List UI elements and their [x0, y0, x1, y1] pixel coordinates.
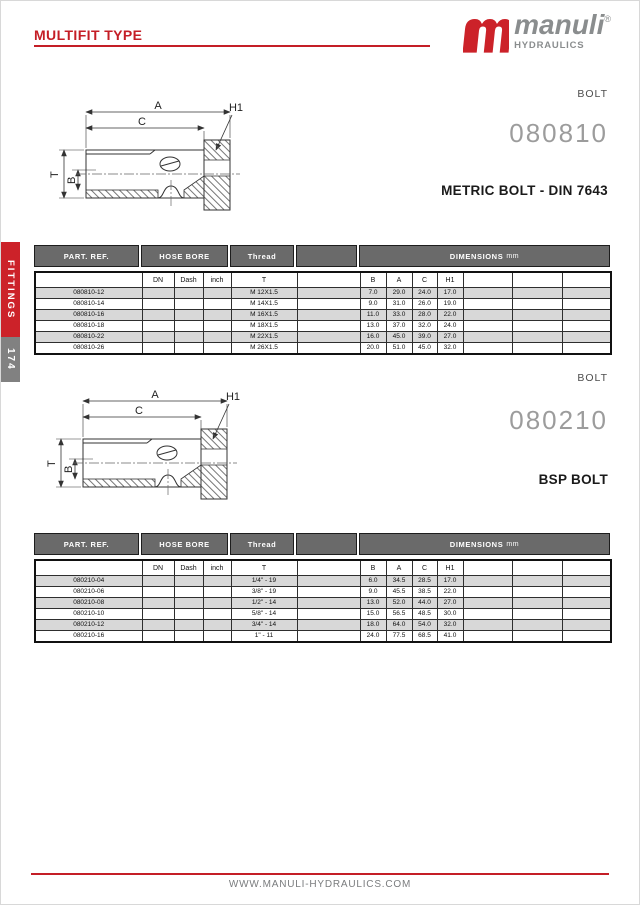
dimension-cell: 64.0 [386, 620, 412, 631]
dimension-cell: 13.0 [360, 321, 386, 332]
thread-cell: 3/8" - 19 [231, 587, 297, 598]
dimension-cell: 54.0 [412, 620, 437, 631]
empty-cell [512, 620, 562, 631]
dim-label-c: C [135, 405, 143, 417]
empty-cell [562, 620, 611, 631]
part-ref-cell: 080210-08 [35, 598, 142, 609]
table-row [35, 609, 611, 620]
group-header [359, 245, 610, 267]
empty-cell [463, 576, 512, 587]
empty-cell [512, 343, 562, 355]
table-group-header-row [34, 533, 610, 555]
dimension-cell: 38.5 [412, 587, 437, 598]
footer-rule [31, 873, 609, 875]
column-header [297, 272, 360, 288]
group-header-label: Thread [247, 251, 277, 261]
part-ref-cell: 080810-16 [35, 310, 142, 321]
table-row [35, 321, 611, 332]
table-row [35, 631, 611, 643]
empty-cell [297, 321, 360, 332]
empty-cell [174, 587, 203, 598]
part-ref-cell: 080210-12 [35, 620, 142, 631]
empty-cell [203, 576, 231, 587]
dimension-cell: 6.0 [360, 576, 386, 587]
empty-cell [562, 631, 611, 643]
banjo-bolt-drawing [35, 387, 245, 522]
empty-cell [512, 310, 562, 321]
empty-cell [512, 598, 562, 609]
part-ref-cell: 080810-12 [35, 288, 142, 299]
dimension-cell: 24.0 [412, 288, 437, 299]
dimension-cell: 30.0 [437, 609, 463, 620]
table-group-header-row [34, 245, 610, 267]
group-header-label: HOSE BORE [159, 539, 210, 549]
empty-cell [562, 587, 611, 598]
thread-cell: M 14X1.5 [231, 299, 297, 310]
brand-name: manuli [514, 9, 605, 40]
spec-table [34, 271, 612, 355]
group-header [230, 533, 294, 555]
dimension-cell: 18.0 [360, 620, 386, 631]
thread-cell: 1/4" - 19 [231, 576, 297, 587]
dimension-cell: 28.0 [412, 310, 437, 321]
empty-cell [463, 609, 512, 620]
section-part-code: 080210 [509, 405, 608, 435]
page-title: MULTIFIT TYPE [34, 27, 143, 43]
column-header: B [360, 560, 386, 576]
table-row [35, 587, 611, 598]
empty-cell [562, 343, 611, 355]
column-header-row [35, 560, 611, 576]
table-row [35, 576, 611, 587]
empty-cell [562, 299, 611, 310]
column-header-row [35, 272, 611, 288]
column-header [512, 272, 562, 288]
group-header [141, 245, 228, 267]
empty-cell [512, 332, 562, 343]
manuli-m-icon [463, 13, 509, 55]
section-category: BOLT [577, 372, 608, 384]
dimension-cell: 56.5 [386, 609, 412, 620]
dimension-cell: 39.0 [412, 332, 437, 343]
empty-cell [174, 310, 203, 321]
group-header [359, 533, 610, 555]
dimension-cell: 77.5 [386, 631, 412, 643]
empty-cell [142, 598, 174, 609]
dimension-cell: 17.0 [437, 576, 463, 587]
dimension-cell: 13.0 [360, 598, 386, 609]
part-ref-cell: 080210-04 [35, 576, 142, 587]
dimension-cell: 45.5 [386, 587, 412, 598]
dim-label-c: C [138, 116, 146, 128]
group-header-unit: mm [506, 252, 520, 260]
brand-wordmark [514, 9, 611, 51]
empty-cell [203, 321, 231, 332]
empty-cell [297, 631, 360, 643]
dimension-cell: 41.0 [437, 631, 463, 643]
dimension-cell: 33.0 [386, 310, 412, 321]
dimension-cell: 37.0 [386, 321, 412, 332]
empty-cell [203, 587, 231, 598]
dimension-cell: 31.0 [386, 299, 412, 310]
column-header [512, 560, 562, 576]
technical-drawing-080210 [35, 387, 247, 524]
dimension-cell: 68.5 [412, 631, 437, 643]
empty-cell [463, 310, 512, 321]
dimension-cell: 24.0 [437, 321, 463, 332]
dimension-cell: 9.0 [360, 299, 386, 310]
column-header: T [231, 272, 297, 288]
part-ref-cell: 080810-14 [35, 299, 142, 310]
thread-cell: M 12X1.5 [231, 288, 297, 299]
empty-cell [512, 609, 562, 620]
empty-cell [463, 598, 512, 609]
thread-cell: M 18X1.5 [231, 321, 297, 332]
empty-cell [297, 598, 360, 609]
dim-label-h1: H1 [225, 391, 241, 403]
dimension-cell: 52.0 [386, 598, 412, 609]
group-header [230, 245, 294, 267]
dimension-cell: 34.5 [386, 576, 412, 587]
column-header: C [412, 560, 437, 576]
technical-drawing-080810 [38, 98, 250, 235]
empty-cell [512, 288, 562, 299]
dimension-cell: 32.0 [437, 343, 463, 355]
empty-cell [297, 332, 360, 343]
group-header [296, 533, 357, 555]
dimension-cell: 22.0 [437, 587, 463, 598]
empty-cell [142, 321, 174, 332]
group-header-label: DIMENSIONS [449, 539, 504, 549]
empty-cell [463, 321, 512, 332]
empty-cell [142, 609, 174, 620]
column-header: DN [142, 272, 174, 288]
empty-cell [174, 321, 203, 332]
dimension-cell: 17.0 [437, 288, 463, 299]
section-name: METRIC BOLT - DIN 7643 [441, 183, 608, 198]
dimension-cell: 16.0 [360, 332, 386, 343]
empty-cell [512, 576, 562, 587]
empty-cell [297, 343, 360, 355]
dim-label-a: A [151, 389, 159, 401]
table-row [35, 310, 611, 321]
dimension-cell: 27.0 [437, 332, 463, 343]
dimension-cell: 32.0 [437, 620, 463, 631]
empty-cell [203, 332, 231, 343]
column-header: inch [203, 560, 231, 576]
dimension-cell: 29.0 [386, 288, 412, 299]
column-header: C [412, 272, 437, 288]
empty-cell [174, 288, 203, 299]
group-header [296, 245, 357, 267]
dimension-cell: 15.0 [360, 609, 386, 620]
column-header [463, 560, 512, 576]
dim-label-t: T [49, 171, 61, 178]
part-ref-cell: 080210-10 [35, 609, 142, 620]
thread-cell: M 22X1.5 [231, 332, 297, 343]
column-header: Dash [174, 560, 203, 576]
column-header: H1 [437, 272, 463, 288]
empty-cell [203, 310, 231, 321]
group-header-label: DIMENSIONS [449, 251, 504, 261]
empty-cell [203, 288, 231, 299]
group-header-label: HOSE BORE [159, 251, 210, 261]
empty-cell [174, 332, 203, 343]
section-category: BOLT [577, 88, 608, 100]
registered-mark: ® [604, 14, 611, 24]
column-header: inch [203, 272, 231, 288]
empty-cell [174, 299, 203, 310]
empty-cell [297, 587, 360, 598]
dimension-cell: 9.0 [360, 587, 386, 598]
empty-cell [142, 288, 174, 299]
column-header: DN [142, 560, 174, 576]
empty-cell [203, 343, 231, 355]
table-row [35, 620, 611, 631]
empty-cell [142, 631, 174, 643]
empty-cell [463, 299, 512, 310]
empty-cell [297, 609, 360, 620]
dimension-cell: 28.5 [412, 576, 437, 587]
group-header [141, 533, 228, 555]
empty-cell [142, 310, 174, 321]
empty-cell [297, 288, 360, 299]
table-row [35, 343, 611, 355]
dimension-cell: 44.0 [412, 598, 437, 609]
banjo-bolt-drawing [38, 98, 248, 233]
title-underline [34, 45, 430, 47]
column-header [562, 560, 611, 576]
part-ref-cell: 080210-06 [35, 587, 142, 598]
dimension-cell: 24.0 [360, 631, 386, 643]
empty-cell [142, 332, 174, 343]
footer-website: WWW.MANULI-HYDRAULICS.COM [228, 879, 412, 890]
column-header: B [360, 272, 386, 288]
empty-cell [174, 598, 203, 609]
dimension-cell: 48.5 [412, 609, 437, 620]
column-header: T [231, 560, 297, 576]
empty-cell [562, 576, 611, 587]
spec-table [34, 559, 612, 643]
empty-cell [203, 631, 231, 643]
brand-logo [463, 9, 611, 55]
dimension-cell: 51.0 [386, 343, 412, 355]
empty-cell [463, 587, 512, 598]
empty-cell [142, 620, 174, 631]
section-name: BSP BOLT [538, 472, 608, 487]
column-header [562, 272, 611, 288]
group-header [34, 245, 139, 267]
empty-cell [297, 310, 360, 321]
empty-cell [297, 576, 360, 587]
sidebar-page-number: 174 [1, 337, 20, 382]
dimension-cell: 32.0 [412, 321, 437, 332]
empty-cell [203, 620, 231, 631]
table-row [35, 332, 611, 343]
empty-cell [203, 299, 231, 310]
brand-subtitle: HYDRAULICS [514, 40, 585, 51]
dimension-cell: 45.0 [412, 343, 437, 355]
empty-cell [463, 332, 512, 343]
column-header: A [386, 272, 412, 288]
dimension-cell: 45.0 [386, 332, 412, 343]
thread-cell: M 16X1.5 [231, 310, 297, 321]
dimension-cell: 20.0 [360, 343, 386, 355]
dimension-cell: 19.0 [437, 299, 463, 310]
empty-cell [512, 587, 562, 598]
empty-cell [562, 288, 611, 299]
column-header: Dash [174, 272, 203, 288]
group-header-unit: mm [506, 540, 520, 548]
empty-cell [463, 620, 512, 631]
empty-cell [142, 299, 174, 310]
empty-cell [463, 343, 512, 355]
empty-cell [463, 631, 512, 643]
thread-cell: M 26X1.5 [231, 343, 297, 355]
spec-table-080210 [34, 533, 610, 643]
empty-cell [203, 609, 231, 620]
empty-cell [174, 576, 203, 587]
group-header-label: PART. REF. [63, 539, 110, 549]
column-header: H1 [437, 560, 463, 576]
dimension-cell: 11.0 [360, 310, 386, 321]
dim-label-h1: H1 [228, 102, 244, 114]
empty-cell [463, 288, 512, 299]
column-header: A [386, 560, 412, 576]
part-ref-cell: 080810-22 [35, 332, 142, 343]
table-row [35, 288, 611, 299]
table-row [35, 598, 611, 609]
sidebar-tab-fittings: FITTINGS [1, 242, 20, 337]
dim-label-a: A [154, 100, 162, 112]
column-header [35, 560, 142, 576]
thread-cell: 1/2" - 14 [231, 598, 297, 609]
group-header-label: Thread [247, 539, 277, 549]
empty-cell [174, 609, 203, 620]
empty-cell [512, 631, 562, 643]
empty-cell [562, 609, 611, 620]
empty-cell [174, 343, 203, 355]
column-header [463, 272, 512, 288]
empty-cell [142, 587, 174, 598]
empty-cell [562, 321, 611, 332]
group-header [34, 533, 139, 555]
empty-cell [562, 598, 611, 609]
section-part-code: 080810 [509, 118, 608, 148]
dim-label-b: B [63, 465, 75, 473]
column-header [35, 272, 142, 288]
empty-cell [512, 321, 562, 332]
spec-table-080810 [34, 245, 610, 355]
dimension-cell: 7.0 [360, 288, 386, 299]
empty-cell [203, 598, 231, 609]
empty-cell [142, 576, 174, 587]
empty-cell [174, 620, 203, 631]
empty-cell [142, 343, 174, 355]
thread-cell: 1" - 11 [231, 631, 297, 643]
part-ref-cell: 080210-16 [35, 631, 142, 643]
dimension-cell: 22.0 [437, 310, 463, 321]
dimension-cell: 26.0 [412, 299, 437, 310]
thread-cell: 3/4" - 14 [231, 620, 297, 631]
thread-cell: 5/8" - 14 [231, 609, 297, 620]
empty-cell [174, 631, 203, 643]
dim-label-t: T [46, 460, 58, 467]
empty-cell [512, 299, 562, 310]
dimension-cell: 27.0 [437, 598, 463, 609]
part-ref-cell: 080810-18 [35, 321, 142, 332]
empty-cell [562, 310, 611, 321]
table-row [35, 299, 611, 310]
group-header-label: PART. REF. [63, 251, 110, 261]
empty-cell [562, 332, 611, 343]
part-ref-cell: 080810-26 [35, 343, 142, 355]
empty-cell [297, 620, 360, 631]
empty-cell [297, 299, 360, 310]
dim-label-b: B [66, 176, 78, 184]
column-header [297, 560, 360, 576]
